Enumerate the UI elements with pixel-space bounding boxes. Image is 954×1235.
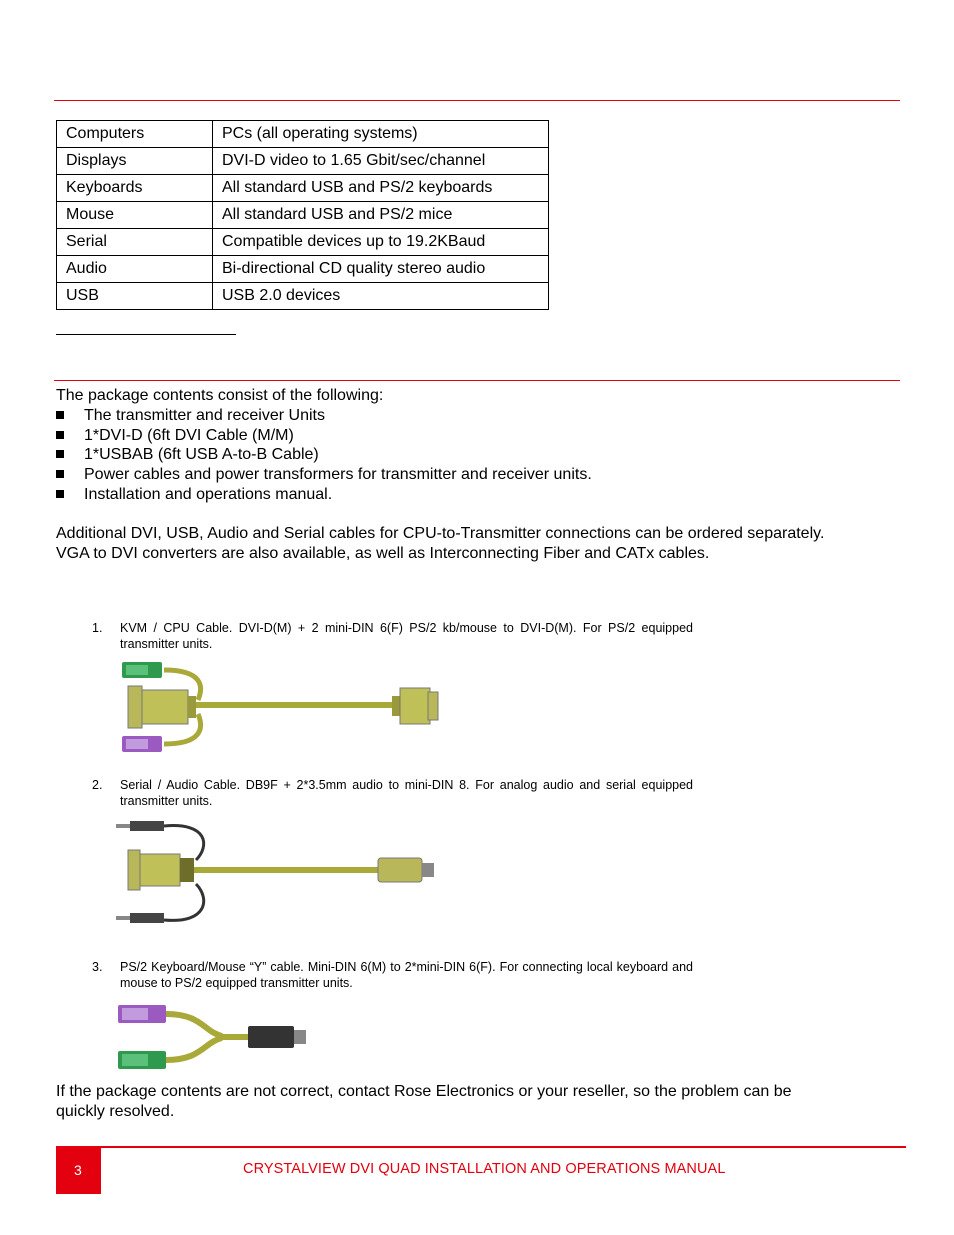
table-cell-value: USB 2.0 devices [213, 283, 549, 310]
table-row [57, 175, 549, 202]
table-cell-value: Compatible devices up to 19.2KBaud [213, 229, 549, 256]
table-cell-label: USB [57, 283, 213, 310]
table-row [57, 202, 549, 229]
cable-item-1 [92, 620, 693, 652]
table-row [57, 148, 549, 175]
table-cell-label: Audio [57, 256, 213, 283]
list-item: Installation and operations manual. [56, 485, 592, 505]
footer-title: CRYSTALVIEW DVI QUAD INSTALLATION AND OPERATIONS MANUAL [243, 1161, 726, 1177]
table-cell-label: Displays [57, 148, 213, 175]
table-row [57, 283, 549, 310]
table-cell-value: PCs (all operating systems) [213, 121, 549, 148]
cable-item-3 [92, 959, 693, 991]
cable-description: KVM / CPU Cable. DVI-D(M) + 2 mini-DIN 6(F) PS/2 kb/mouse to DVI-D(M). For PS/2 equipped transmitter units. [120, 621, 693, 651]
cable-number: 1. [92, 621, 103, 635]
list-item: 1*DVI-D (6ft DVI Cable (M/M) [56, 426, 592, 446]
table-row [57, 229, 549, 256]
closing-line-2: quickly resolved. [56, 1103, 175, 1120]
package-intro: The package contents consist of the following: [56, 387, 384, 404]
cable-item-2 [92, 777, 693, 809]
table-cell-label: Keyboards [57, 175, 213, 202]
section-rule-top [54, 100, 900, 101]
kvm-cpu-cable-image [112, 656, 442, 756]
table-row [57, 121, 549, 148]
cable-description: Serial / Audio Cable. DB9F + 2*3.5mm audio to mini-DIN 8. For analog audio and serial equipped transmitter units. [120, 778, 693, 808]
table-cell-value: Bi-directional CD quality stereo audio [213, 256, 549, 283]
bullet-square-icon [56, 490, 64, 498]
package-list [56, 406, 592, 504]
cable-number: 2. [92, 778, 103, 792]
page-number-box [56, 1146, 101, 1194]
cable-number: 3. [92, 960, 103, 974]
list-item: The transmitter and receiver Units [56, 406, 592, 426]
closing-line-1: If the package contents are not correct, contact Rose Electronics or your reseller, so the problem can be [56, 1083, 792, 1100]
list-item: 1*USBAB (6ft USB A-to-B Cable) [56, 445, 592, 465]
additional-line-1: Additional DVI, USB, Audio and Serial cables for CPU-to-Transmitter connections can be ordered separately. [56, 525, 825, 542]
table-cell-label: Computers [57, 121, 213, 148]
table-cell-label: Serial [57, 229, 213, 256]
footnote-separator [56, 334, 236, 335]
table-cell-value: All standard USB and PS/2 keyboards [213, 175, 549, 202]
list-item: Power cables and power transformers for transmitter and receiver units. [56, 465, 592, 485]
table-cell-value: DVI-D video to 1.65 Gbit/sec/channel [213, 148, 549, 175]
bullet-square-icon [56, 411, 64, 419]
bullet-square-icon [56, 450, 64, 458]
ps2-y-cable-image [112, 1002, 312, 1074]
additional-cables-paragraph [56, 524, 906, 564]
closing-paragraph [56, 1082, 906, 1122]
bullet-square-icon [56, 431, 64, 439]
bullet-square-icon [56, 470, 64, 478]
compatibility-table [56, 120, 549, 310]
cable-description: PS/2 Keyboard/Mouse “Y” cable. Mini-DIN 6(M) to 2*mini-DIN 6(F). For connecting local keyboard and mouse to PS/2 equipped transmitter units. [120, 960, 693, 990]
section-rule-package [54, 380, 900, 381]
table-cell-value: All standard USB and PS/2 mice [213, 202, 549, 229]
page-number: 3 [74, 1162, 82, 1178]
serial-audio-cable-image [112, 816, 442, 928]
table-row [57, 256, 549, 283]
additional-line-2: VGA to DVI converters are also available, as well as Interconnecting Fiber and CATx cables. [56, 545, 710, 562]
table-cell-label: Mouse [57, 202, 213, 229]
footer-rule [56, 1146, 906, 1148]
